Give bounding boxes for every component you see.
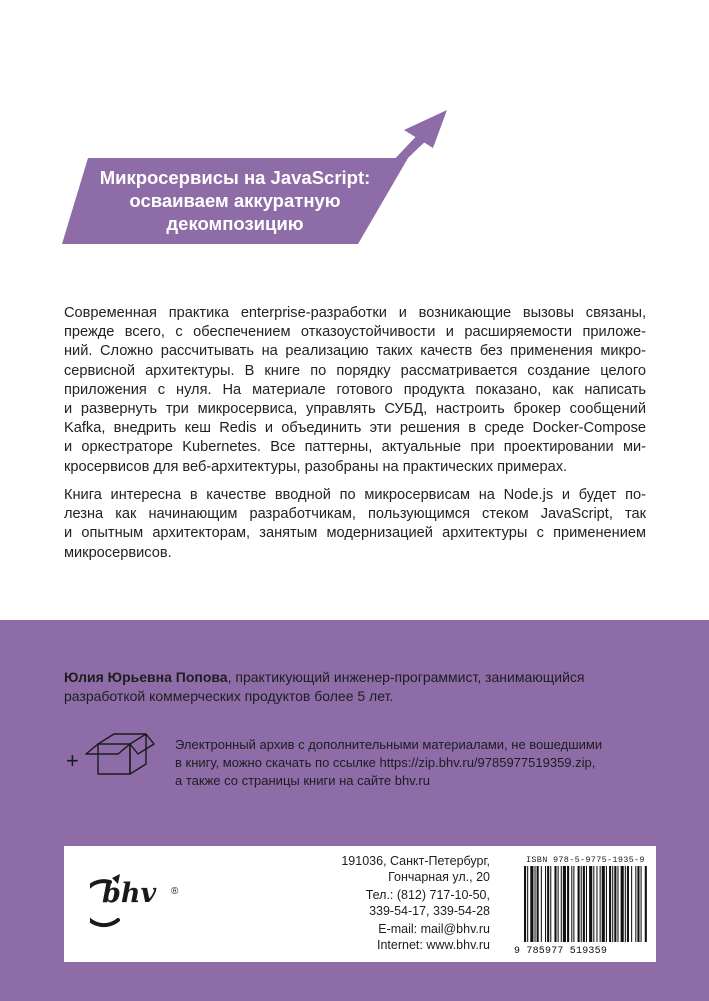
description-line: сервисной архитектуры. В книге по порядку рассматривается создание целого bbox=[64, 362, 646, 379]
author-bio-rest: , практикующий инженер-программист, занимающийся bbox=[227, 669, 585, 685]
description-line: кросервисов для веб-архитектуры, разобраны на практических примерах. bbox=[64, 458, 568, 475]
description-line: Современная практика enterprise-разработки и возникающие вызовы связаны, bbox=[64, 305, 646, 321]
barcode bbox=[522, 866, 650, 946]
website-line[interactable]: Internet: www.bhv.ru bbox=[376, 937, 490, 952]
barcode-bar bbox=[545, 866, 546, 942]
publisher-phones bbox=[300, 888, 490, 919]
barcode-bar bbox=[567, 866, 569, 942]
phone-line: Тел.: (812) 717-10-50, bbox=[365, 888, 490, 902]
barcode-bar bbox=[524, 866, 526, 942]
barcode-digits: 9 785977 519359 bbox=[514, 946, 608, 957]
barcode-bar bbox=[583, 866, 585, 942]
barcode-bar bbox=[586, 866, 587, 942]
title-banner-graphic bbox=[0, 0, 709, 300]
barcode-bar bbox=[641, 866, 642, 942]
archive-line: а также со страницы книги на сайте bhv.ru bbox=[175, 773, 430, 788]
description-line: Kafka, внедрить кеш Redis и объединить эти решения в среде Docker-Compose bbox=[64, 420, 646, 437]
barcode-bar bbox=[593, 866, 594, 942]
barcode-bar bbox=[571, 866, 572, 942]
isbn-label: ISBN 978-5-9775-1935-9 bbox=[526, 855, 645, 865]
description-line: прежде всего, с обеспечением отказоустойчивости и расширяемости приложе- bbox=[64, 324, 646, 341]
barcode-bar bbox=[563, 866, 566, 942]
barcode-bar bbox=[609, 866, 611, 942]
description-line: и опытным архитекторам, занятым модернизацией архитектуры с применением bbox=[64, 525, 646, 542]
barcode-bar bbox=[527, 866, 528, 942]
barcode-bar bbox=[573, 866, 574, 942]
registered-mark: ® bbox=[171, 886, 179, 897]
author-bio-line-1 bbox=[64, 668, 654, 687]
address-line: Гончарная ул., 20 bbox=[388, 869, 490, 884]
arrow-head-icon bbox=[404, 110, 447, 148]
description-line: ний. Сложно рассчитывать на реализацию таких качеств без применения микро- bbox=[64, 343, 646, 360]
barcode-bar bbox=[612, 866, 613, 942]
barcode-bar bbox=[530, 866, 533, 942]
publisher-address bbox=[300, 854, 490, 885]
barcode-bar bbox=[617, 866, 618, 942]
book-title bbox=[70, 166, 400, 235]
barcode-bar bbox=[581, 866, 582, 942]
barcode-bar bbox=[596, 866, 597, 942]
description-line: и оркестраторе Kubernetes. Все паттерны, актуальные при проектировании ми- bbox=[64, 439, 646, 456]
barcode-bar bbox=[635, 866, 636, 942]
description-line: микросервисов. bbox=[64, 544, 172, 561]
barcode-bar bbox=[550, 866, 551, 942]
barcode-bar bbox=[627, 866, 629, 942]
archive-line: Электронный архив с дополнительными материалами, не вошедшими bbox=[175, 737, 603, 752]
barcode-bar bbox=[561, 866, 562, 942]
book-title-line-1: Микросервисы на JavaScript: bbox=[99, 167, 371, 188]
description-line: приложения с нуля. На материале готового продукта показано, как написать bbox=[64, 381, 646, 398]
archive-link-line[interactable]: в книгу, можно скачать по ссылке https://zip.bhv.ru/9785977519359.zip, bbox=[175, 755, 596, 770]
barcode-bar bbox=[541, 866, 542, 942]
barcode-bar bbox=[621, 866, 624, 942]
barcode-bar bbox=[606, 866, 607, 942]
address-line: 191036, Санкт-Петербург, bbox=[341, 854, 490, 868]
barcode-bar bbox=[637, 866, 639, 942]
barcode-bar bbox=[558, 866, 559, 942]
barcode-bar bbox=[625, 866, 626, 942]
author-name: Юлия Юрьевна Попова bbox=[64, 669, 228, 685]
barcode-bar bbox=[631, 866, 632, 942]
publisher-logo-text: bhv bbox=[102, 878, 157, 909]
description-paragraph-2 bbox=[64, 486, 646, 563]
barcode-bar bbox=[535, 866, 536, 942]
barcode-bar bbox=[547, 866, 549, 942]
book-title-line-3: декомпозицию bbox=[166, 213, 304, 234]
description-line: и развернуть три микросервиса, управлять СУБД, настроить брокер сообщений bbox=[64, 401, 646, 418]
description-line: Книга интересна в качестве вводной по микросервисам на Node.js и будет по- bbox=[64, 487, 646, 503]
barcode-bar bbox=[614, 866, 616, 942]
book-title-line-2: осваиваем аккуратную bbox=[129, 190, 341, 211]
barcode-bar bbox=[537, 866, 539, 942]
archive-info bbox=[175, 736, 655, 790]
author-bio-line-2: разработкой коммерческих продуктов более 5 лет. bbox=[64, 688, 394, 704]
box-icon bbox=[80, 730, 160, 782]
description-paragraph-1 bbox=[64, 304, 646, 477]
author-bio bbox=[64, 668, 654, 706]
barcode-bar bbox=[578, 866, 580, 942]
email-line[interactable]: E-mail: mail@bhv.ru bbox=[378, 922, 490, 936]
barcode-bar bbox=[554, 866, 556, 942]
phone-line: 339-54-17, 339-54-28 bbox=[369, 903, 490, 918]
barcode-bar bbox=[589, 866, 592, 942]
barcode-bar bbox=[602, 866, 605, 942]
plus-icon: + bbox=[66, 748, 79, 773]
publisher-contacts bbox=[300, 922, 490, 953]
barcode-bar bbox=[645, 866, 647, 942]
barcode-bar bbox=[600, 866, 601, 942]
description-line: лезна как начинающим разработчикам, пользующимся стеком JavaScript, так bbox=[64, 506, 646, 523]
